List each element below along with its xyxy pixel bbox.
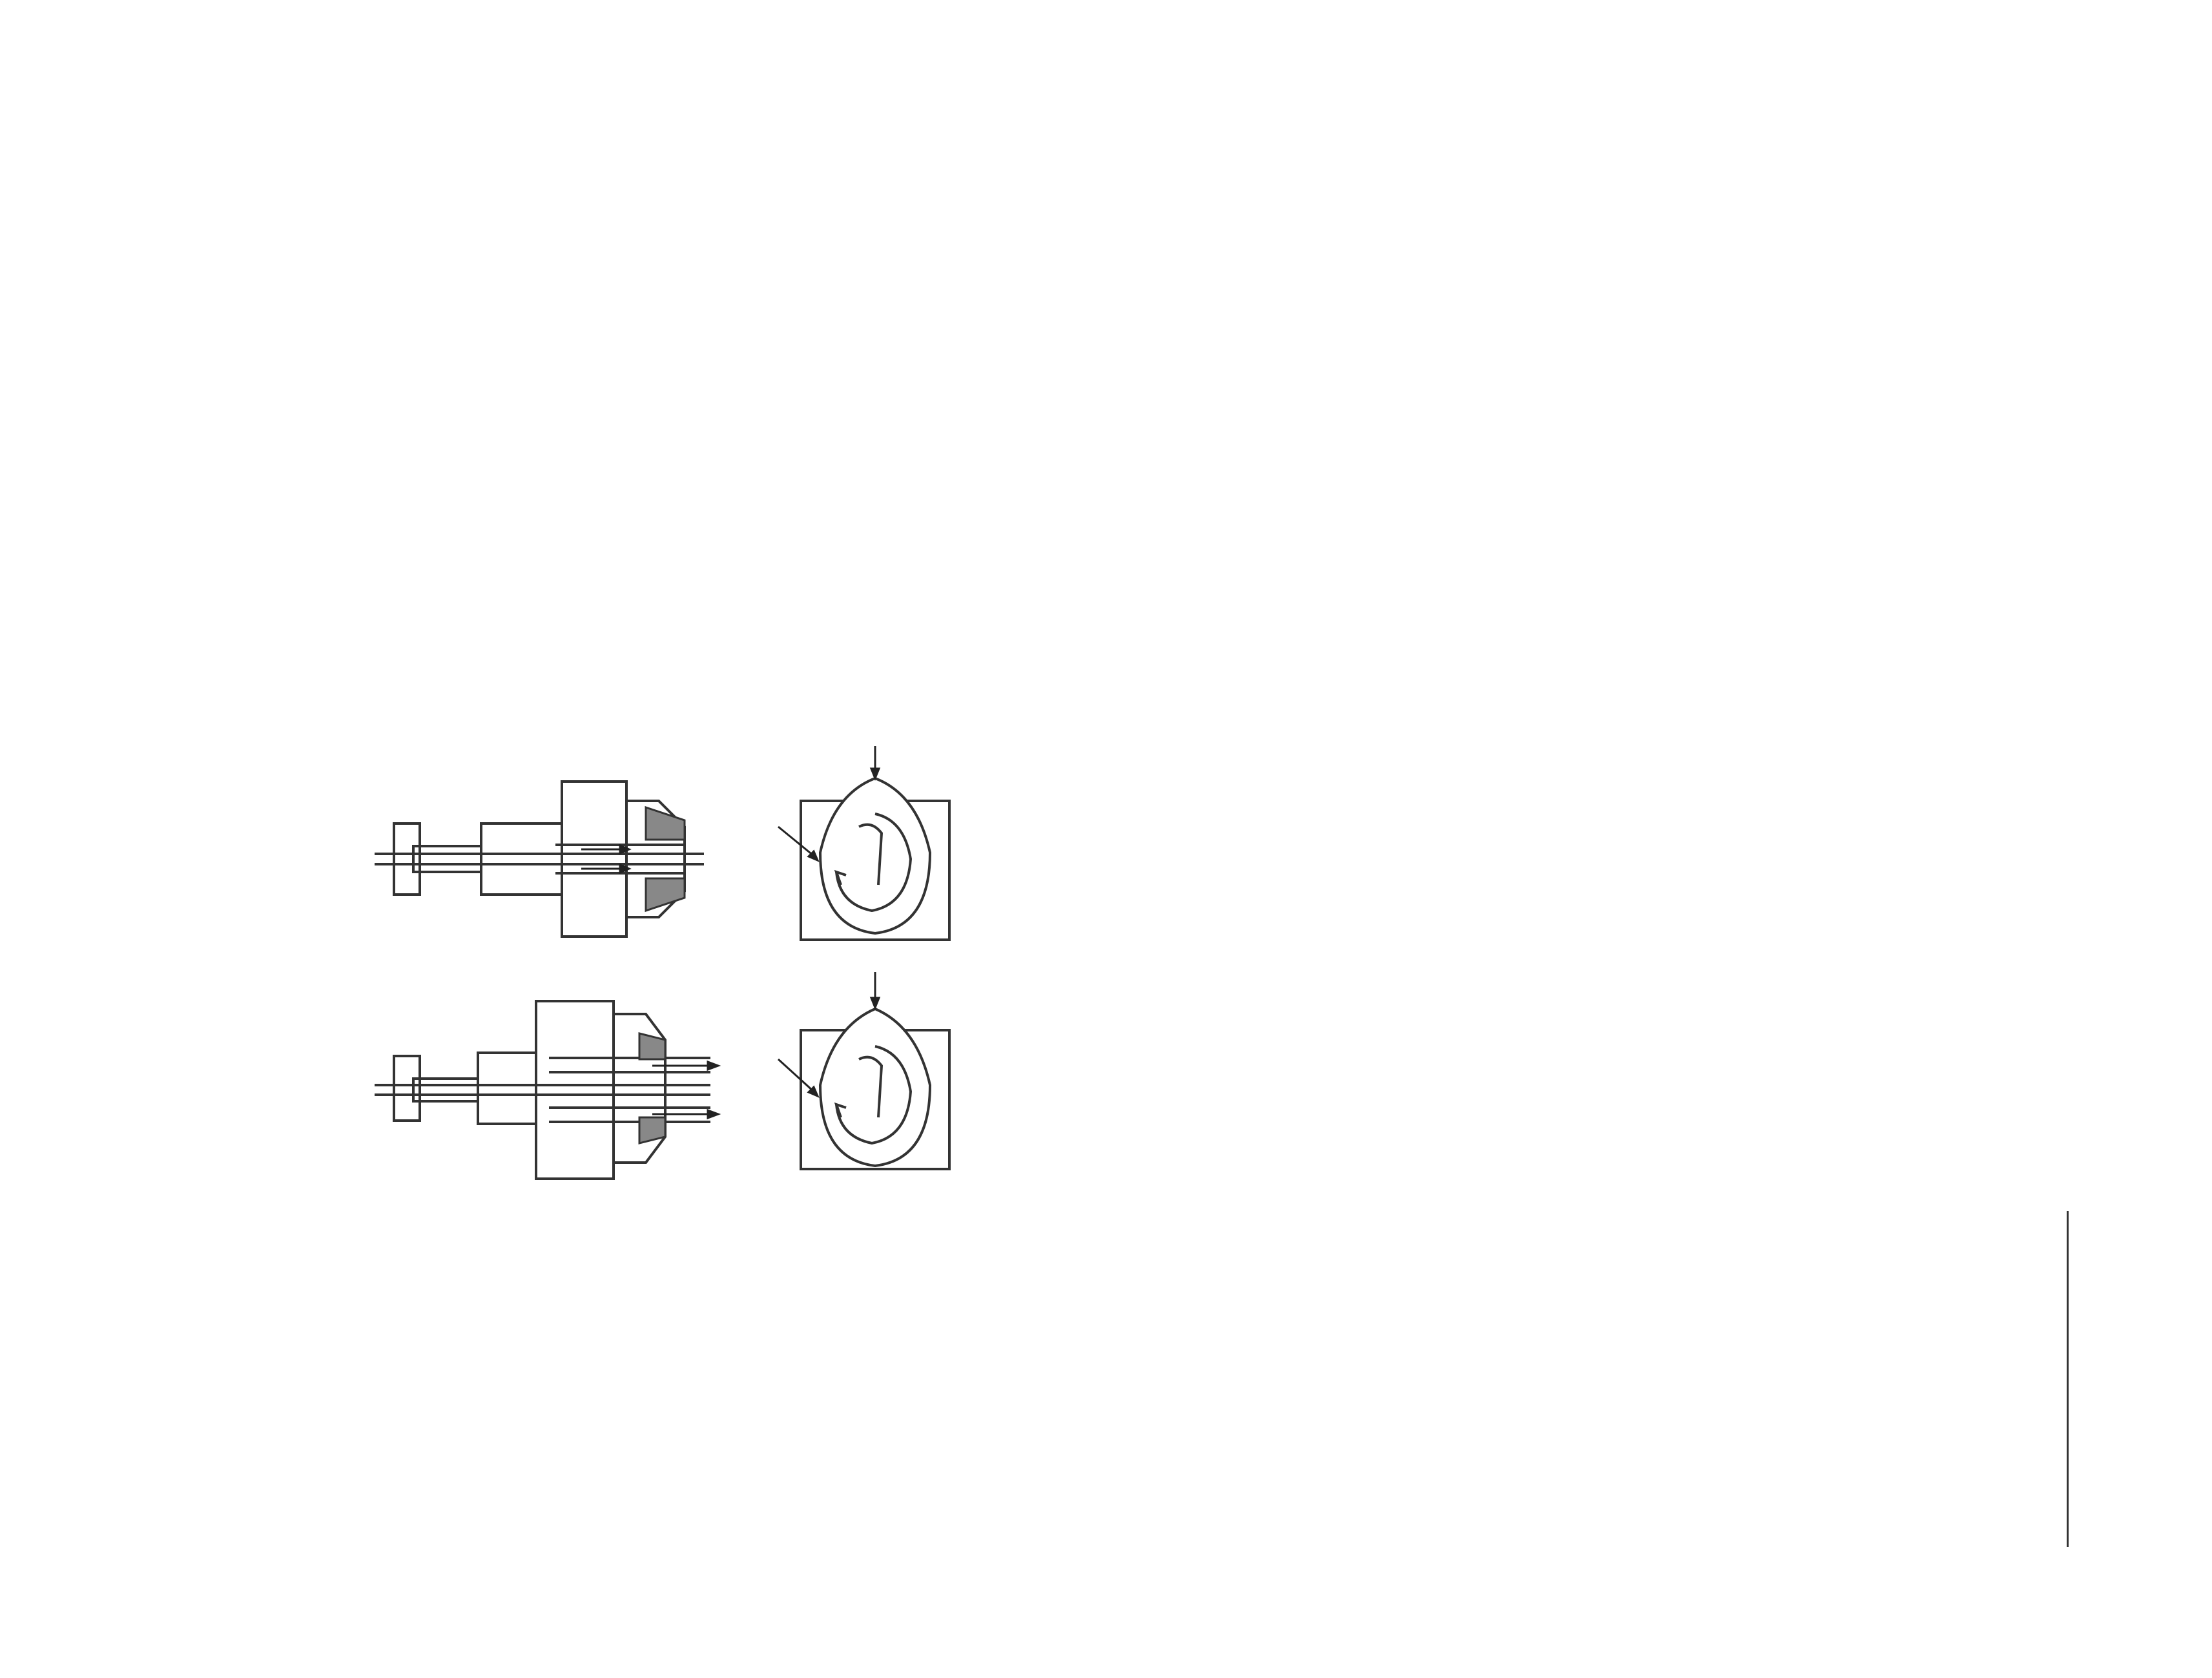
header-capacity-th (1127, 349, 1237, 413)
header-capacity (1132, 194, 1349, 329)
header-section-f2 (1463, 381, 1534, 439)
header-section-primary (1351, 342, 1461, 426)
header-swirl-secondary (1721, 336, 1934, 375)
footnote (220, 1519, 1640, 1551)
header-swirl-n3 (1816, 381, 1932, 439)
volute-sketch-1 (775, 743, 969, 956)
header-name (314, 271, 1018, 336)
header-burner-swirl (1938, 174, 2025, 433)
burner-section-sketch-1 (362, 762, 723, 956)
header-section-f3 (1536, 381, 1608, 439)
header-capacity-kgs (1239, 349, 1350, 413)
header-section (1359, 207, 1598, 297)
header-swirl-primary (1609, 355, 1719, 426)
group-title-drying-agent (358, 1227, 978, 1279)
header-swirl-n2 (1721, 381, 1815, 439)
header-section-secondary (1463, 336, 1608, 375)
header-power-unit (1024, 336, 1121, 420)
group-title-hot-air (358, 672, 978, 723)
header-swirl (1640, 207, 1866, 297)
sidebar-doc-code (2047, 1208, 2112, 1582)
header-code (176, 258, 311, 368)
burner-section-sketch-2 (362, 988, 736, 1188)
volute-sketch-2 (775, 969, 969, 1188)
header-power (1024, 161, 1121, 333)
table-caption (1873, 116, 2041, 155)
